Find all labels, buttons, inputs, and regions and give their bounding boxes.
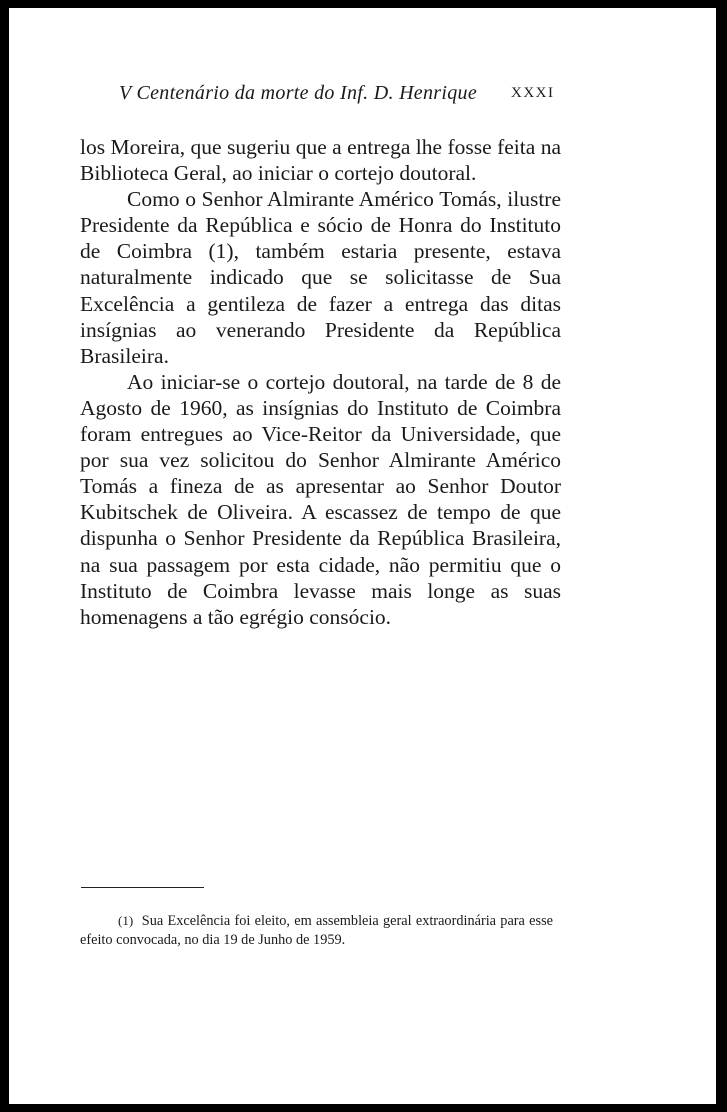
paragraph-text: , também estaria presente, estava naturalmente indicado que se solicitasse de Sua Excelência a gentileza de fazer a entrega das ditas insígnias ao venerando Presidente da República Brasileira. bbox=[80, 239, 561, 368]
footnote-reference: (1) bbox=[208, 239, 234, 264]
page-number: XXXI bbox=[511, 85, 555, 101]
footnote-divider bbox=[81, 887, 204, 888]
footnote-text: Sua Excelência foi eleito, em assembleia geral extraordinária para esse efeito convocada, no dia 19 de Junho de 1959. bbox=[80, 913, 554, 948]
footnote bbox=[80, 911, 553, 950]
running-head bbox=[9, 82, 716, 110]
footnote-marker: (1) bbox=[118, 913, 134, 928]
body-text bbox=[80, 134, 561, 630]
paragraph: Ao iniciar-se o cortejo doutoral, na tarde de 8 de Agosto de 1960, as insígnias do Instituto de Coimbra foram entregues ao Vice-Reitor da Universidade, que por sua vez solicitou do Senhor Almirante Américo Tomás a fineza de as apresentar ao Senhor Doutor Kubitschek de Oliveira. A escassez de tempo de que dispunha o Senhor Presidente da República Brasileira, na sua passagem por esta cidade, não permitiu que o Instituto de Coimbra levasse mais longe as suas homenagens a tão egrégio consócio. bbox=[80, 369, 561, 629]
paragraph-text: Como o Senhor Almirante Américo Tomás, ilustre Presidente da República e sócio de Honra do Instituto de Coimbra bbox=[80, 187, 561, 264]
paragraph bbox=[80, 186, 561, 369]
book-page bbox=[9, 8, 716, 1104]
running-title: V Centenário da morte do Inf. D. Henrique bbox=[119, 82, 478, 104]
paragraph: los Moreira, que sugeriu que a entrega lhe fosse feita na Biblioteca Geral, ao iniciar o cortejo doutoral. bbox=[80, 135, 561, 186]
